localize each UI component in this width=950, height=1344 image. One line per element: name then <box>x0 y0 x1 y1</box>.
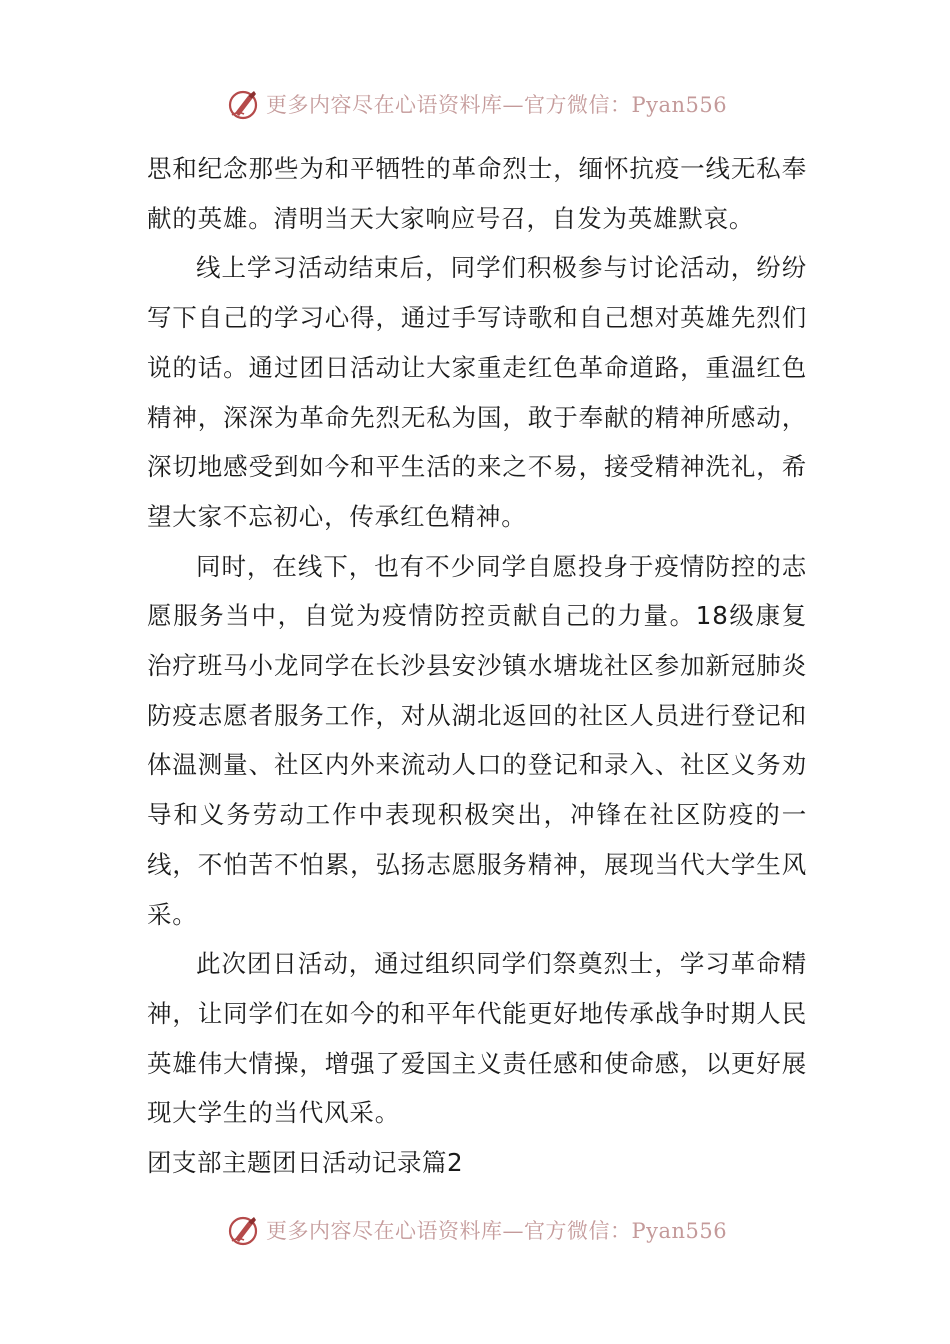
pen-circle-logo-icon <box>226 87 260 121</box>
banner-text: 更多内容尽在心语资料库—官方微信：Pyan556 <box>266 93 728 117</box>
footer-banner <box>226 1212 727 1248</box>
pen-circle-logo-icon <box>226 1213 260 1247</box>
paragraph: 线上学习活动结束后，同学们积极参与讨论活动，纷纷写下自己的学习心得，通过手写诗歌和自己想对英雄先烈们说的话。通过团日活动让大家重走红色革命道路，重温红色精神，深深为革命先烈无私为国，敢于奉献的精神所感动，深切地感受到如今和平生活的来之不易，接受精神洗礼，希望大家不忘初心，传承红色精神。 <box>147 253 807 531</box>
document-body <box>147 144 807 1188</box>
paragraph: 同时，在线下，也有不少同学自愿投身于疫情防控的志愿服务当中，自觉为疫情防控贡献自己的力量。18级康复治疗班马小龙同学在长沙县安沙镇水塘垅社区参加新冠肺炎防疫志愿者服务工作，对从湖北返回的社区人员进行登记和体温测量、社区内外来流动人口的登记和录入、社区义务劝导和义务劳动工作中表现积极突出，冲锋在社区防疫的一线，不怕苦不怕累，弘扬志愿服务精神，展现当代大学生风采。 <box>147 551 807 929</box>
section-heading: 团支部主题团日活动记录篇2 <box>147 1148 464 1178</box>
banner-text: 更多内容尽在心语资料库—官方微信：Pyan556 <box>266 1219 728 1243</box>
paragraph: 此次团日活动，通过组织同学们祭奠烈士，学习革命精神，让同学们在如今的和平年代能更好地传承战争时期人民英雄伟大情操，增强了爱国主义责任感和使命感，以更好展现大学生的当代风采。 <box>147 949 807 1128</box>
header-banner <box>226 86 727 122</box>
paragraph: 思和纪念那些为和平牺牲的革命烈士，缅怀抗疫一线无私奉献的英雄。清明当天大家响应号召，自发为英雄默哀。 <box>147 154 807 233</box>
